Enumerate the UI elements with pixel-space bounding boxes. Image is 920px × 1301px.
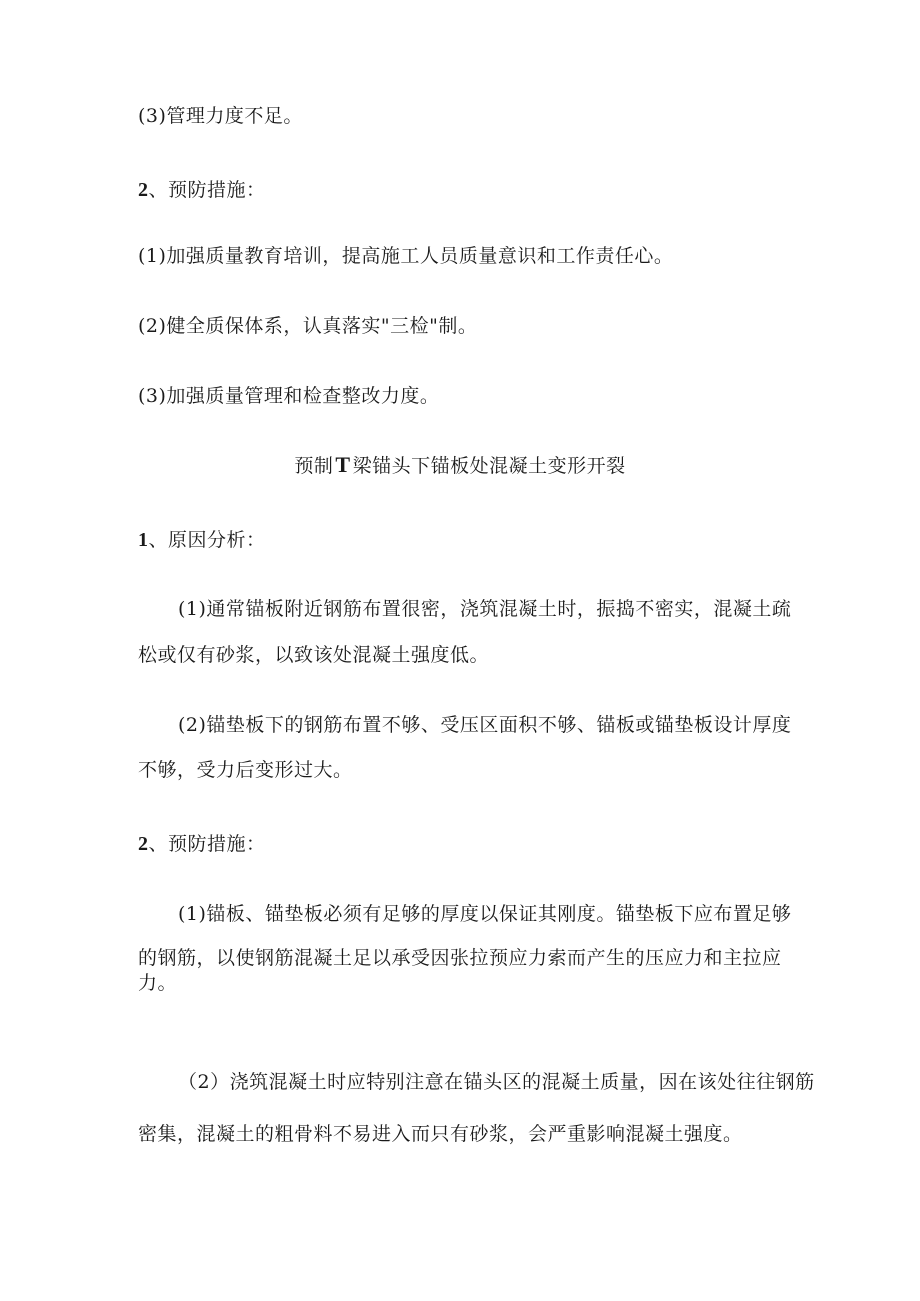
paragraph-inspection-rectification: (3)加强质量管理和检查整改力度。 [138, 385, 440, 407]
heading-text: 、原因分析： [148, 529, 266, 551]
paragraph-measure-1-line-1: (1)锚板、锚垫板必须有足够的厚度以保证其刚度。锚垫板下应布置足够 [178, 903, 792, 925]
paragraph-cause-1-line-1: (1)通常锚板附近钢筋布置很密，浇筑混凝土时，振捣不密实，混凝土疏 [178, 598, 792, 620]
title-prefix: 预制 [294, 455, 334, 477]
heading-prevention-measures-2 [138, 832, 788, 856]
paragraph-cause-1-line-2: 松或仅有砂浆，以致该处混凝土强度低。 [138, 644, 490, 666]
paragraph-quality-system: (2)健全质保体系，认真落实"三检"制。 [138, 315, 478, 337]
paragraph-cause-2-line-2: 不够，受力后变形过大。 [138, 759, 353, 781]
heading-number: 2 [138, 833, 149, 855]
heading-cause-analysis [138, 528, 788, 552]
heading-number: 2 [138, 179, 149, 201]
paragraph-measure-2-line-2: 密集，混凝土的粗骨料不易进入而只有砂浆，会严重影响混凝土强度。 [138, 1123, 743, 1145]
paragraph-cause-2-line-1: (2)锚垫板下的钢筋布置不够、受压区面积不够、锚板或锚垫板设计厚度 [178, 714, 792, 736]
paragraph-measure-1-line-3: 力。 [138, 972, 178, 994]
title-suffix: 梁锚头下锚板处混凝土变形开裂 [352, 455, 626, 477]
heading-text: 、预防措施： [148, 179, 266, 201]
title-letter: T [335, 452, 351, 477]
paragraph-measure-1-line-2: 的钢筋，以使钢筋混凝土足以承受因张拉预应力索而产生的压应力和主拉应 [138, 947, 782, 969]
paragraph-measure-2-line-1: （2）浇筑混凝土时应特别注意在锚头区的混凝土质量，因在该处往往钢筋 [178, 1071, 815, 1093]
section-title [0, 453, 920, 478]
heading-text: 、预防措施： [148, 833, 266, 855]
heading-prevention-measures-1 [138, 178, 788, 202]
heading-number: 1 [138, 529, 149, 551]
paragraph-quality-training: (1)加强质量教育培训，提高施工人员质量意识和工作责任心。 [138, 245, 674, 267]
paragraph-management-insufficient: (3)管理力度不足。 [138, 105, 303, 127]
